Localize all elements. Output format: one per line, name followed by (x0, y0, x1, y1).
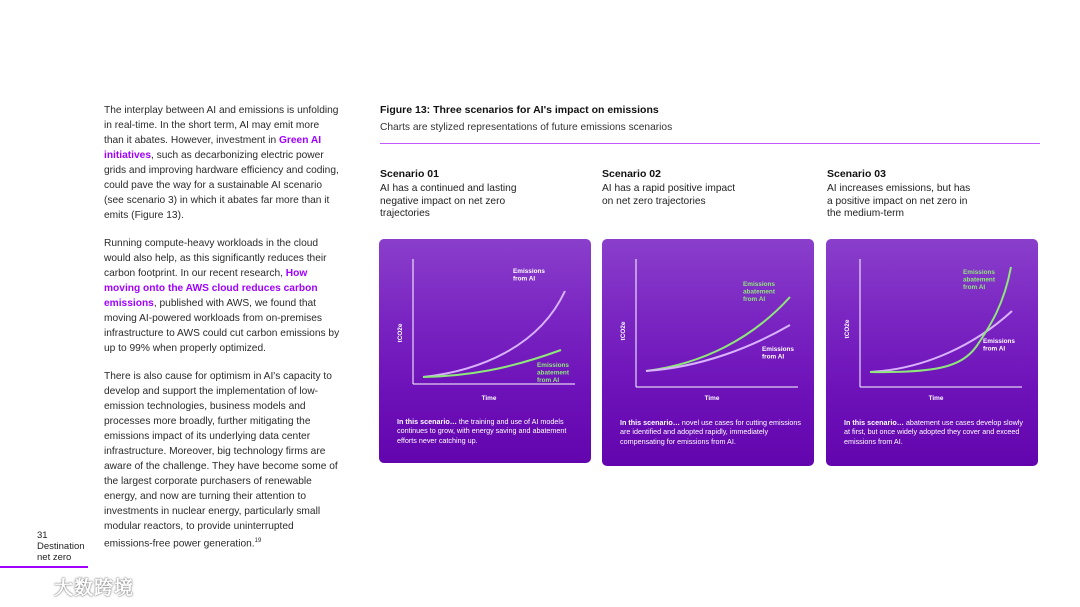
footnote-ref[interactable]: 19 (254, 538, 262, 544)
x-axis-label: Time (704, 395, 720, 402)
emissions-label: Emissions from AI (762, 346, 794, 361)
scenario-description: AI increases emissions, but has a positive impact on net zero in the medium-term (827, 183, 971, 220)
scenario-03-caption: In this scenario… abatement use cases develop slowly at first, but once widely adopted they cover and exceed emissions from AI. (844, 418, 1023, 446)
y-axis-label: tCO2e (620, 321, 627, 341)
scenario-description: AI has a rapid positive impact on net zero trajectories (602, 183, 736, 207)
page-number: 31 (37, 530, 48, 541)
page-footer (37, 530, 107, 563)
abatement-label: Emissions abatement from AI (743, 281, 775, 303)
watermark-text: 大数跨境 (54, 576, 135, 599)
y-axis-label: tCO2e (397, 323, 404, 343)
scenario-title: Scenario 01 (380, 168, 439, 180)
footer-accent-rule (0, 566, 88, 568)
watermark-logo-icon (8, 575, 46, 597)
paragraph-2: Running compute-heavy workloads in the cloud would also help, as this significantly reduces their carbon footprint. In our recent research, How moving onto the AWS cloud reduces carbon emissions, published with AWS, we found that moving AI-powered workloads from on-premises infrastructure to AWS could cut carbon emissions by up to 99% when properly optimized. (104, 238, 340, 354)
scenario-02-chart-card (602, 239, 814, 466)
figure-title: Figure 13: Three scenarios for AI's impact on emissions (380, 104, 659, 116)
scenario-02-caption: In this scenario… novel use cases for cutting emissions are identified and adopted rapidly, immediately compensating for emissions from AI. (620, 418, 801, 446)
scenario-description: AI has a continued and lasting negative impact on net zero trajectories (380, 183, 517, 220)
paragraph-1: The interplay between AI and emissions is unfolding in real-time. In the short term, AI may emit more than it abates. However, investment in Green AI initiatives, such as decarbonizing electric power grids and improving hardware efficiency and coding, could pave the way for a sustainable AI scenario (see scenario 3) in which it abates far more than it emits (Figure 13). (104, 105, 339, 221)
scenario-03-heading (827, 168, 1041, 221)
scenario-01-heading (380, 168, 594, 221)
y-axis-label: tCO2e (844, 319, 851, 339)
abatement-label: Emissions abatement from AI (963, 269, 995, 291)
scenario-title: Scenario 02 (602, 168, 661, 180)
section-name-line2: net zero (37, 552, 72, 563)
link-aws-cloud-research[interactable]: How moving onto the AWS cloud reduces carbon emissions (104, 268, 318, 309)
x-axis-label: Time (481, 395, 497, 402)
abatement-label: Emissions abatement from AI (537, 362, 569, 384)
scenario-01-chart-card (379, 239, 591, 463)
scenario-02-heading (602, 168, 816, 208)
watermark (8, 572, 134, 600)
scenario-01-caption: In this scenario… the training and use of AI models continues to grow, with energy saving and abatement efforts never catching up. (397, 417, 567, 445)
scenario-03-chart-card (826, 239, 1038, 466)
emissions-label: Emissions from AI (983, 338, 1015, 353)
figure-divider (380, 143, 1040, 144)
paragraph-3: There is also cause for optimism in AI's capacity to develop and support the implementation of low-emission technologies, business models and processes more broadly, further mitigating the emissions impact of its underlying data center infrastructure. Moreover, big technology firms are aware of the challenge. They have become some of the largest corporate purchasers of renewable energy, and now are turning their attention to investments in nuclear energy, particularly small modular reactors, to provide uninterrupted emissions-free power generation.$^{19}$ (104, 371, 338, 550)
link-green-ai-initiatives[interactable]: Green AI initiatives (104, 135, 322, 161)
body-text (104, 103, 340, 564)
section-name-line1: Destination (37, 541, 85, 552)
figure-subtitle: Charts are stylized representations of future emissions scenarios (380, 122, 673, 133)
emissions-label: Emissions from AI (513, 268, 545, 283)
scenario-title: Scenario 03 (827, 168, 886, 180)
x-axis-label: Time (928, 395, 944, 402)
